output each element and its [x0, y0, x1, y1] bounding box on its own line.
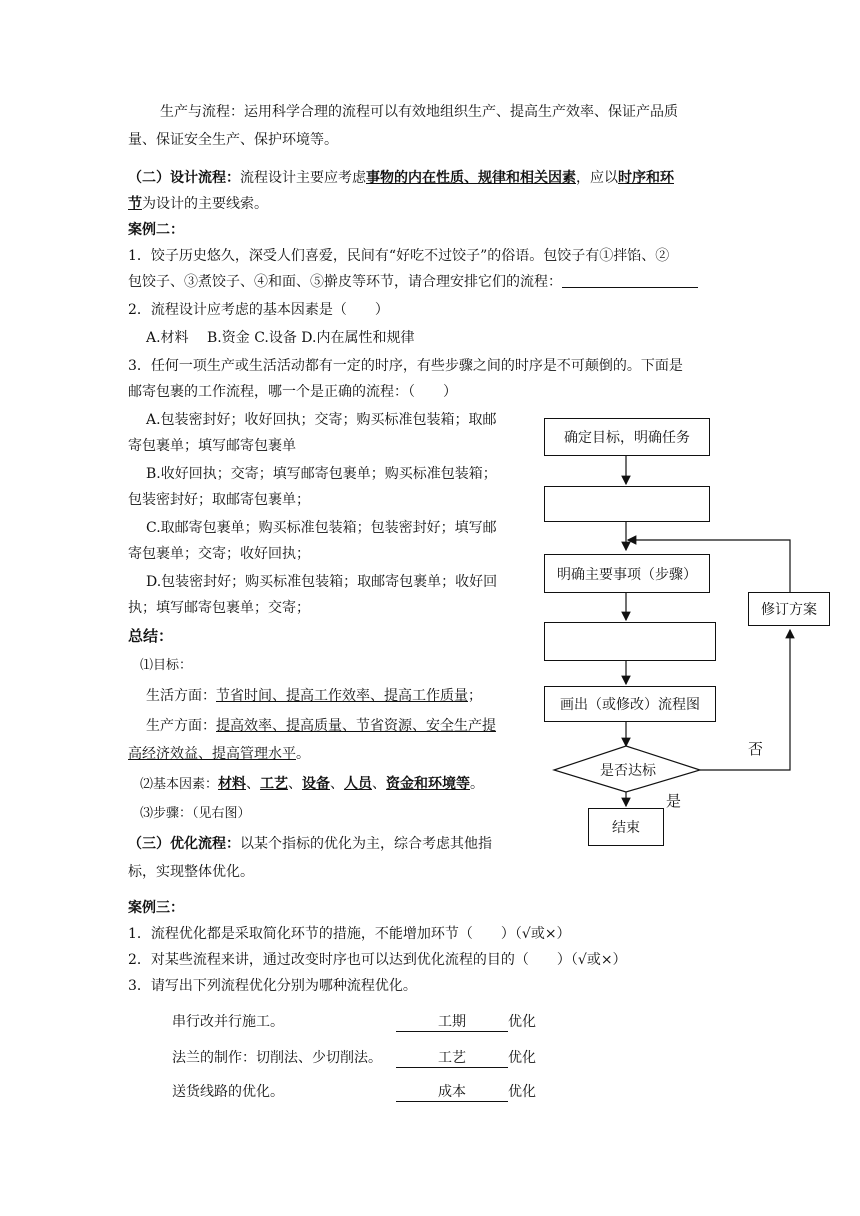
- case3-item-2-text: 法兰的制作：切削法、少切削法。: [172, 1050, 382, 1066]
- factor-separator: 、: [288, 776, 303, 792]
- summary-title: 总结：: [128, 627, 174, 645]
- flow-no-label: 否: [748, 740, 764, 758]
- summary-life-end: ；: [468, 688, 482, 704]
- flow-yes-label: 是: [666, 792, 682, 810]
- factor-separator: 、: [246, 776, 261, 792]
- section2-heading: （二）设计流程：: [128, 170, 240, 186]
- section3-text-1: 以某个指标的优化为主，综合考虑其他指: [240, 836, 492, 852]
- case3-q3: 3．请写出下列流程优化分别为哪种流程优化。: [128, 978, 417, 994]
- summary-life-label: 生活方面：: [146, 688, 216, 704]
- case3-item-1-text: 串行改并行施工。: [172, 1014, 284, 1030]
- summary-life-text: 节省时间、提高工作效率、提高工作质量: [216, 688, 468, 704]
- case3-item-2-answer: 工艺: [396, 1049, 508, 1068]
- case3-item-1-answer: 工期: [396, 1013, 508, 1032]
- section2-emphasis-1: 事物的内在性质、规律和相关因素: [366, 170, 576, 186]
- factor-equipment: 设备: [302, 776, 331, 792]
- summary-goal-label: ⑴目标：: [140, 658, 193, 673]
- case2-q3-line-1: 3．任何一项生产或生活活动都有一定的时序，有些步骤之间的时序是不可颠倒的。下面是: [128, 358, 683, 374]
- case3-item-3-suffix: 优化: [508, 1084, 536, 1100]
- option-d-line-2: 执；填写邮寄包裹单；交寄；: [128, 600, 310, 616]
- option-b-line-2: 包装密封好；取邮寄包裹单；: [128, 492, 310, 508]
- summary-prod-text-2: 高经济效益、提高管理水平: [128, 746, 296, 762]
- case3-item-3-text: 送货线路的优化。: [172, 1084, 284, 1100]
- summary-prod-label: 生产方面：: [146, 718, 216, 734]
- summary-prod-text-1: 提高效率、提高质量、节省资源、安全生产提: [216, 718, 496, 734]
- flow-decision-label: 是否达标: [600, 763, 656, 779]
- section3-line-2: 标，实现整体优化。: [128, 864, 254, 880]
- case2-q1-line-1: 1．饺子历史悠久，深受人们喜爱，民间有“好吃不过饺子”的俗语。包饺子有①拌馅、②: [128, 248, 670, 264]
- option-a-line-2: 寄包裹单；填写邮寄包裹单: [128, 438, 296, 454]
- case3-title: 案例三：: [128, 900, 184, 916]
- flow-step-blank-2: [544, 622, 716, 661]
- section2-text-c: 为设计的主要线索。: [142, 196, 268, 212]
- flow-step-end: 结束: [588, 808, 664, 846]
- summary-factors-label: ⑵基本因素：: [140, 777, 219, 792]
- factor-separator: 、: [330, 776, 345, 792]
- case3-q1: 1．流程优化都是采取简化环节的措施，不能增加环节（ ）（√或×）: [128, 926, 571, 942]
- flow-step-define-goal: 确定目标，明确任务: [544, 418, 710, 456]
- section3-heading: （三）优化流程：: [128, 836, 240, 852]
- option-c-line-2: 寄包裹单；交寄；收好回执；: [128, 546, 310, 562]
- case3-item-2-suffix: 优化: [508, 1050, 536, 1066]
- flow-step-draw-chart: 画出（或修改）流程图: [544, 686, 716, 722]
- flow-step-main-items: 明确主要事项（步骤）: [544, 554, 710, 593]
- section2-emphasis-2b: 节: [128, 196, 142, 212]
- option-b-line-1: B.收好回执；交寄；填写邮寄包裹单；购买标准包装箱；: [146, 466, 497, 482]
- factor-materials: 材料: [218, 776, 247, 792]
- case2-title: 案例二：: [128, 222, 184, 238]
- factor-personnel: 人员: [344, 776, 373, 792]
- case3-item-1-suffix: 优化: [508, 1014, 536, 1030]
- case3-q2: 2．对某些流程来讲，通过改变时序也可以达到优化流程的目的（ ）（√或×）: [128, 952, 627, 968]
- section2-text-b: ，应以: [576, 170, 618, 186]
- summary-prod-end: 。: [296, 746, 310, 762]
- case2-q2: 2．流程设计应考虑的基本因素是（ ）: [128, 302, 389, 318]
- flow-step-blank-1: [544, 486, 710, 522]
- case2-q2-options: A.材料 B.资金 C.设备 D.内在属性和规律: [146, 330, 415, 346]
- intro-line-1: 生产与流程：运用科学合理的流程可以有效地组织生产、提高生产效率、保证产品质: [160, 104, 678, 120]
- intro-line-2: 量、保证安全生产、保护环境等。: [128, 132, 338, 148]
- option-d-line-1: D.包装密封好；购买标准包装箱；取邮寄包裹单；收好回: [146, 574, 498, 590]
- case2-q3-line-2: 邮寄包裹的工作流程，哪一个是正确的流程：（ ）: [128, 384, 457, 400]
- section2-text-a: 流程设计主要应考虑: [240, 170, 366, 186]
- option-c-line-1: C.取邮寄包裹单；购买标准包装箱；包装密封好；填写邮: [146, 520, 497, 536]
- case2-q1-text: 包饺子、③煮饺子、④和面、⑤擀皮等环节，请合理安排它们的流程：: [128, 274, 562, 290]
- summary-steps: ⑶步骤：（见右图）: [140, 806, 251, 821]
- flow-step-revise: 修订方案: [748, 592, 830, 626]
- factor-funds-environment: 资金和环境等: [386, 776, 471, 792]
- option-a-line-1: A.包装密封好；收好回执；交寄；购买标准包装箱；取邮: [146, 412, 497, 428]
- section2-emphasis-2a: 时序和环: [618, 170, 674, 186]
- factor-separator: 、: [372, 776, 387, 792]
- case3-item-3-answer: 成本: [396, 1083, 508, 1102]
- factor-process: 工艺: [260, 776, 289, 792]
- summary-factors-end: 。: [470, 776, 485, 792]
